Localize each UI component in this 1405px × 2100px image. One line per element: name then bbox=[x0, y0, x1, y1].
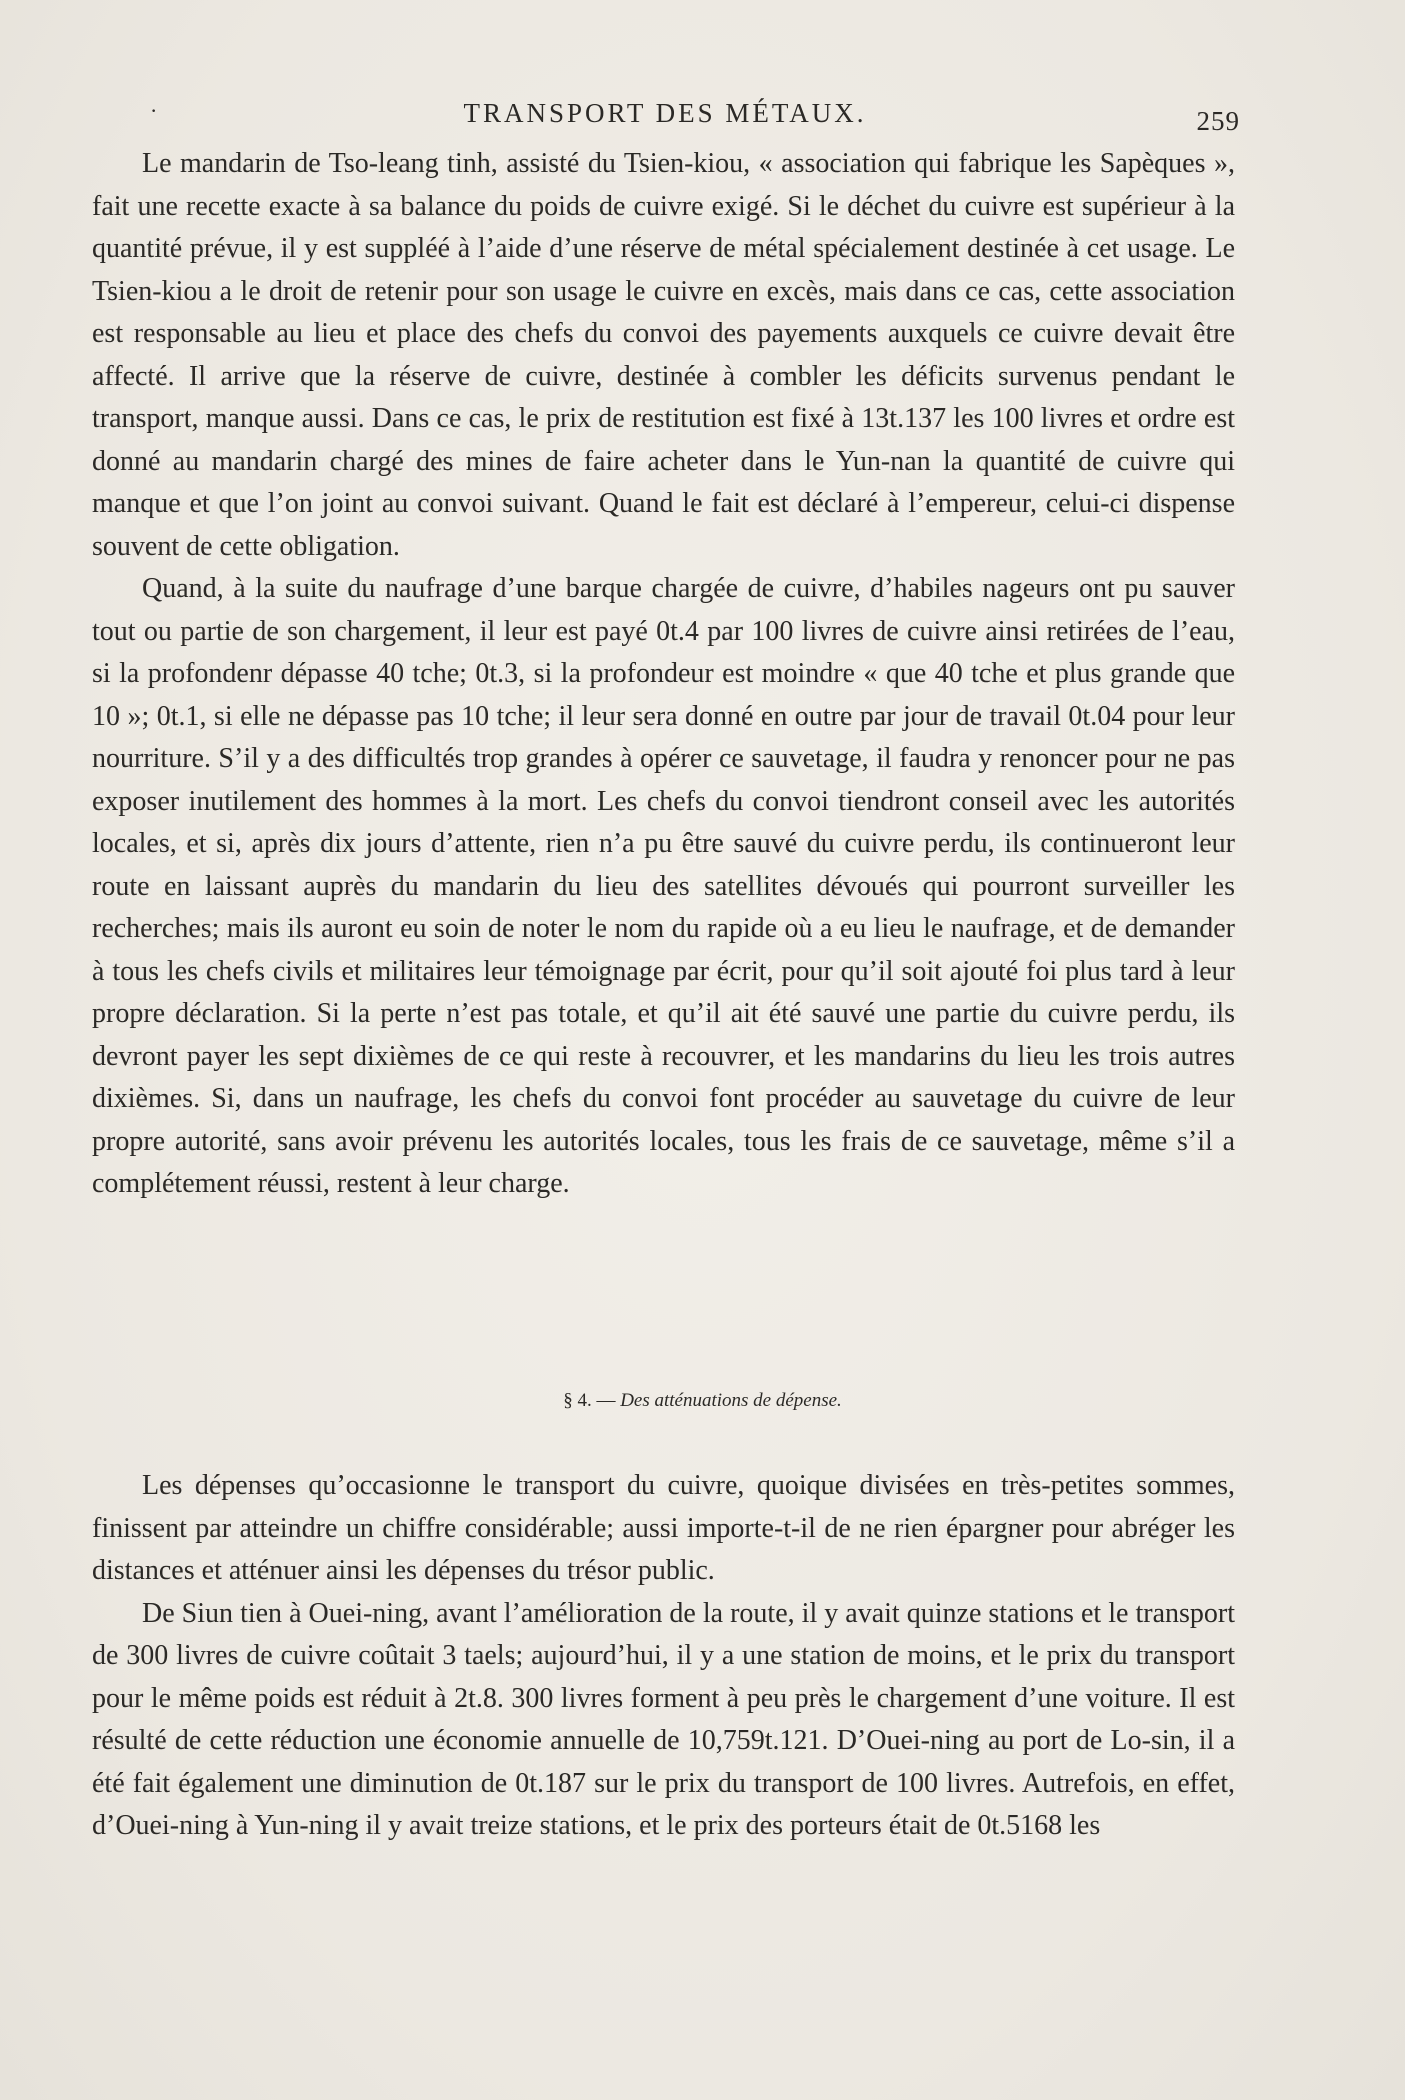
page-number: 259 bbox=[1196, 106, 1240, 136]
section-title: Des atténuations de dépense. bbox=[620, 1390, 842, 1411]
paragraph-siun-tien: De Siun tien à Ouei-ning, avant l’amélioration de la route, il y avait quinze stations et le transport de 300 livres de cuivre coûtait 3 taels; aujourd’hui, il y a une station de moins, et le prix du transport pour le même poids est réduit à 2t.8. 300 livres forment à peu près le chargement d’une voiture. Il est résulté de cette réduction une économie annuelle de 10,759t.121. D’Ouei-ning au port de Lo-sin, il a été fait également une diminution de 0t.187 sur le prix du transport de 100 livres. Autrefois, en effet, d’Ouei-ning à Yun-ning il y avait treize stations, et le prix des porteurs était de 0t.5168 les bbox=[92, 1597, 1235, 1841]
section-number: § 4. — bbox=[563, 1390, 616, 1411]
body-text-top bbox=[92, 143, 1235, 1206]
paragraph-naufrage: Quand, à la suite du naufrage d’une barque chargée de cuivre, d’habiles nageurs ont pu sauver tout ou partie de son chargement, il leur est payé 0t.4 par 100 livres de cuivre ainsi retirées de l’eau, si la profondenr dépasse 40 tche; 0t.3, si la profondeur est moindre « que 40 tche et plus grande que 10 »; 0t.1, si elle ne dépasse pas 10 tche; il leur sera donné en outre par jour de travail 0t.04 pour leur nourriture. S’il y a des difficultés trop grandes à opérer ce sauvetage, il faudra y renoncer pour ne pas exposer inutilement des hommes à la mort. Les chefs du convoi tiendront conseil avec les autorités locales, et si, après dix jours d’attente, rien n’a pu être sauvé du cuivre perdu, ils continueront leur route en laissant auprès du mandarin du lieu des satellites dévoués qui pourront surveiller les recherches; mais ils auront eu soin de noter le nom du rapide où a eu lieu le naufrage, et de demander à tous les chefs civils et militaires leur témoignage par écrit, pour qu’il soit ajouté foi plus tard à leur propre déclaration. Si la perte n’est pas totale, et qu’il ait été sauvé une partie du cuivre perdu, ils devront payer les sept dixièmes de ce qui reste à recouvrer, et les mandarins du lieu les trois autres dixièmes. Si, dans un naufrage, les chefs du convoi font procéder au sauvetage du cuivre de leur propre autorité, sans avoir prévenu les autorités locales, tous les frais de ce sauvetage, même s’il a complétement réussi, restent à leur charge. bbox=[92, 573, 1235, 1199]
running-header bbox=[90, 98, 1240, 138]
paragraph-depenses: Les dépenses qu’occasionne le transport du cuivre, quoique divisées en très-petites sommes, finissent par atteindre un chiffre considérable; aussi importe-t-il de ne rien épargner pour abréger les distances et atténuer ainsi les dépenses du trésor public. bbox=[92, 1470, 1235, 1586]
paragraph-tsien-kiou: Le mandarin de Tso-leang tinh, assisté du Tsien-kiou, « association qui fabrique les Sapèques », fait une recette exacte à sa balance du poids de cuivre exigé. Si le déchet du cuivre est supérieur à la quantité prévue, il y est suppléé à l’aide d’une réserve de métal spécialement destinée à cet usage. Le Tsien-kiou a le droit de retenir pour son usage le cuivre en excès, mais dans ce cas, cette association est responsable au lieu et place des chefs du convoi des payements auxquels ce cuivre devait être affecté. Il arrive que la réserve de cuivre, destinée à combler les déficits survenus pendant le transport, manque aussi. Dans ce cas, le prix de restitution est fixé à 13t.137 les 100 livres et ordre est donné au mandarin chargé des mines de faire acheter dans le Yun-nan la quantité de cuivre qui manque et que l’on joint au convoi suivant. Quand le fait est déclaré à l’empereur, celui-ci dispense souvent de cette obligation. bbox=[92, 148, 1235, 562]
header-marker: · bbox=[150, 98, 161, 123]
running-title: TRANSPORT DES MÉTAUX. bbox=[463, 98, 867, 128]
body-text-bottom bbox=[92, 1465, 1235, 1848]
section-heading bbox=[0, 1390, 1405, 1412]
